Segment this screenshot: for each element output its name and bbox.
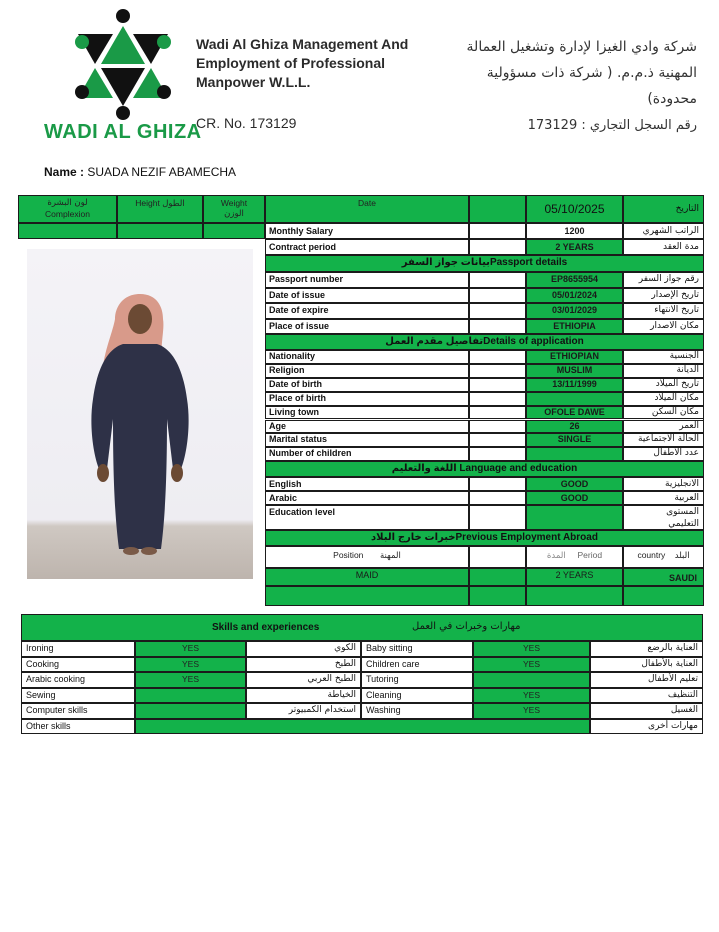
employment-spacer-header xyxy=(469,546,526,568)
application_rows-label: Nationality xyxy=(265,350,469,364)
skill-right-label: Children care xyxy=(361,657,473,673)
country-en: country xyxy=(637,550,666,560)
contract-ar: مدة العقد xyxy=(623,239,704,255)
application_rows-ar: العمر xyxy=(623,420,704,434)
skills-header-ar: مهارات وخبرات في العمل xyxy=(412,621,521,632)
passport_rows-value: 03/01/2029 xyxy=(526,303,623,319)
application_rows-value xyxy=(526,392,623,406)
application_rows-ar: الحالة الاجتماعية xyxy=(623,433,704,447)
company-name-ar-line3: محدودة) xyxy=(647,91,697,107)
application_rows-spacer xyxy=(469,447,526,461)
passport_rows-label: Passport number xyxy=(265,272,469,288)
date-spacer xyxy=(469,195,526,223)
application_rows-label: Number of children xyxy=(265,447,469,461)
application_rows-ar: عدد الأطفال xyxy=(623,447,704,461)
passport_rows-ar: رقم جواز السفر xyxy=(623,272,704,288)
employment-empty-3 xyxy=(526,586,623,606)
passport_rows-spacer xyxy=(469,272,526,288)
application_rows-value: 26 xyxy=(526,420,623,434)
application_rows-ar: الجنسية xyxy=(623,350,704,364)
application_rows-value: OFOLE DAWE xyxy=(526,406,623,420)
photo-frame xyxy=(18,239,265,606)
skill-right-value xyxy=(473,672,590,688)
company-name-en-line2: Employment of Professional xyxy=(196,55,386,71)
weight-header xyxy=(203,195,265,223)
education-ar-line2: التعليمي xyxy=(668,519,699,529)
company-name-ar-line2: المهنية ذ.م.م. ( شركة ذات مسؤولية xyxy=(486,65,697,81)
language_rows-value: GOOD xyxy=(526,491,623,505)
skill-left-label: Arabic cooking xyxy=(21,672,135,688)
language_rows-label: Arabic xyxy=(265,491,469,505)
application_rows-value: ETHIOPIAN xyxy=(526,350,623,364)
skill-right-ar: تعليم الأطفال xyxy=(590,672,703,688)
company-name-ar-line1: شركة وادي الغيزا لإدارة وتشغيل العمالة xyxy=(466,39,697,55)
employment-section-header: خبرات خارج البلادPrevious Employment Abroad xyxy=(265,530,704,546)
skill-left-label: Ironing xyxy=(21,641,135,657)
salary-label: Monthly Salary xyxy=(265,223,469,239)
company-name-en-line1: Wadi Al Ghiza Management And xyxy=(196,36,409,52)
language_rows-spacer xyxy=(469,477,526,491)
passport_rows-ar: مكان الاصدار xyxy=(623,319,704,335)
employment-position-header xyxy=(265,546,469,568)
passport_rows-spacer xyxy=(469,288,526,304)
employment-empty-2 xyxy=(469,586,526,606)
skill-right-ar: العناية بالرضع xyxy=(590,641,703,657)
application_rows-spacer xyxy=(469,378,526,392)
employment-country-value: SAUDI xyxy=(623,568,704,586)
name-value: SUADA NEZIF ABAMECHA xyxy=(87,165,237,179)
date-ar: التاريخ xyxy=(623,195,704,223)
company-name-en xyxy=(196,35,408,92)
skill-right-value: YES xyxy=(473,688,590,704)
skills-header-en: Skills and experiences xyxy=(212,622,320,633)
employment-period-header xyxy=(526,546,623,568)
skill-left-value xyxy=(135,703,246,719)
skill-left-label: Computer skills xyxy=(21,703,135,719)
skill-left-ar: الطبخ xyxy=(246,657,361,673)
language_rows-spacer xyxy=(469,491,526,505)
complexion-ar: لون البشرة xyxy=(47,198,88,208)
date-label: Date xyxy=(265,195,469,223)
application_rows-ar: مكان السكن xyxy=(623,406,704,420)
skill-right-value: YES xyxy=(473,657,590,673)
contract-value: 2 YEARS xyxy=(526,239,623,255)
application_rows-value: 13/11/1999 xyxy=(526,378,623,392)
application_rows-label: Living town xyxy=(265,406,469,420)
height-value xyxy=(117,223,203,239)
skill-left-label: Cooking xyxy=(21,657,135,673)
weight-ar: الوزن xyxy=(224,209,244,219)
application_rows-label: Religion xyxy=(265,364,469,378)
employment-position-value: MAID xyxy=(265,568,469,586)
application_rows-ar: مكان الميلاد xyxy=(623,392,704,406)
country-ar: البلد xyxy=(674,551,690,561)
education-label: Education level xyxy=(265,505,469,530)
position-ar: المهنة xyxy=(379,551,401,561)
other-skills-label: Other skills xyxy=(21,719,135,734)
company-name-ar xyxy=(437,34,697,112)
employment-spacer-value xyxy=(469,568,526,586)
application_rows-spacer xyxy=(469,392,526,406)
language_rows-value: GOOD xyxy=(526,477,623,491)
period-ar: المدة xyxy=(546,551,566,561)
application_rows-value: SINGLE xyxy=(526,433,623,447)
skill-left-label: Sewing xyxy=(21,688,135,704)
skill-left-ar: الكوي xyxy=(246,641,361,657)
employment-period-value: 2 YEARS xyxy=(526,568,623,586)
application_rows-ar: الديانة xyxy=(623,364,704,378)
weight-value xyxy=(203,223,265,239)
height-header: Height الطول xyxy=(117,195,203,223)
passport-section-header: بيانات جواز السفرPassport details xyxy=(265,255,704,272)
skill-left-value: YES xyxy=(135,641,246,657)
position-en: Position xyxy=(333,550,364,560)
skill-right-label: Baby sitting xyxy=(361,641,473,657)
passport_rows-label: Date of issue xyxy=(265,288,469,304)
education-ar-line1: المستوى xyxy=(666,507,699,517)
company-logo xyxy=(68,6,178,121)
application_rows-value xyxy=(526,447,623,461)
skill-right-ar: التنظيف xyxy=(590,688,703,704)
contract-label: Contract period xyxy=(265,239,469,255)
skill-right-label: Tutoring xyxy=(361,672,473,688)
salary-ar: الراتب الشهري xyxy=(623,223,704,239)
other-skills-value xyxy=(135,719,590,734)
passport_rows-label: Place of issue xyxy=(265,319,469,335)
skill-left-ar: استخدام الكمبيوتر xyxy=(246,703,361,719)
language_rows-ar: العربية xyxy=(623,491,704,505)
passport_rows-spacer xyxy=(469,319,526,335)
other-skills-ar: مهارات أخرى xyxy=(590,719,703,734)
period-en: Period xyxy=(577,550,603,560)
education-value xyxy=(526,505,623,530)
application_rows-label: Marital status xyxy=(265,433,469,447)
company-name-en-line3: Manpower W.L.L. xyxy=(196,74,311,90)
employment-empty-4 xyxy=(623,586,704,606)
language-section-header: اللغة والتعليم Language and education xyxy=(265,461,704,477)
skill-right-label: Cleaning xyxy=(361,688,473,704)
application-section-header: تفاصيل مقدم العملDetails of application xyxy=(265,334,704,350)
salary-spacer xyxy=(469,223,526,239)
application_rows-spacer xyxy=(469,350,526,364)
application_rows-label: Date of birth xyxy=(265,378,469,392)
skill-right-value: YES xyxy=(473,641,590,657)
skill-right-ar: العناية بالأطفال xyxy=(590,657,703,673)
application_rows-label: Age xyxy=(265,420,469,434)
applicant-photo xyxy=(27,249,253,579)
employment-country-header xyxy=(623,546,704,568)
cr-number: CR. No. 173129 xyxy=(196,115,297,131)
contract-spacer xyxy=(469,239,526,255)
date-value: 05/10/2025 xyxy=(526,195,623,223)
application_rows-spacer xyxy=(469,406,526,420)
passport_rows-value: 05/01/2024 xyxy=(526,288,623,304)
language_rows-ar: الانجليزية xyxy=(623,477,704,491)
skill-left-ar: الخياطة xyxy=(246,688,361,704)
application_rows-ar: تاريخ الميلاد xyxy=(623,378,704,392)
skill-left-value: YES xyxy=(135,672,246,688)
skill-right-ar: الغسيل xyxy=(590,703,703,719)
passport_rows-value: EP8655954 xyxy=(526,272,623,288)
complexion-value xyxy=(18,223,117,239)
salary-value: 1200 xyxy=(526,223,623,239)
cr-number-ar: رقم السجل التجاري : 173129 xyxy=(527,118,697,133)
passport_rows-spacer xyxy=(469,303,526,319)
application_rows-value: MUSLIM xyxy=(526,364,623,378)
skill-right-label: Washing xyxy=(361,703,473,719)
employment-empty-1 xyxy=(265,586,469,606)
education-ar xyxy=(623,505,704,530)
skills-header xyxy=(21,614,703,641)
weight-en: Weight xyxy=(220,198,248,208)
name-label: Name : xyxy=(44,165,85,179)
education-spacer xyxy=(469,505,526,530)
passport_rows-value: ETHIOPIA xyxy=(526,319,623,335)
skill-right-value: YES xyxy=(473,703,590,719)
skill-left-ar: الطبخ العربي xyxy=(246,672,361,688)
logo-text: WADI AL GHIZA xyxy=(44,121,202,143)
skill-left-value: YES xyxy=(135,657,246,673)
application_rows-label: Place of birth xyxy=(265,392,469,406)
language_rows-label: English xyxy=(265,477,469,491)
application_rows-spacer xyxy=(469,433,526,447)
application_rows-spacer xyxy=(469,420,526,434)
complexion-header xyxy=(18,195,117,223)
application_rows-spacer xyxy=(469,364,526,378)
complexion-en: Complexion xyxy=(45,209,90,219)
applicant-name xyxy=(44,165,236,179)
passport_rows-ar: تاريخ الانتهاء xyxy=(623,303,704,319)
passport_rows-label: Date of expire xyxy=(265,303,469,319)
header xyxy=(0,0,719,160)
passport_rows-ar: تاريخ الإصدار xyxy=(623,288,704,304)
person-figure xyxy=(27,249,253,579)
skill-left-value xyxy=(135,688,246,704)
